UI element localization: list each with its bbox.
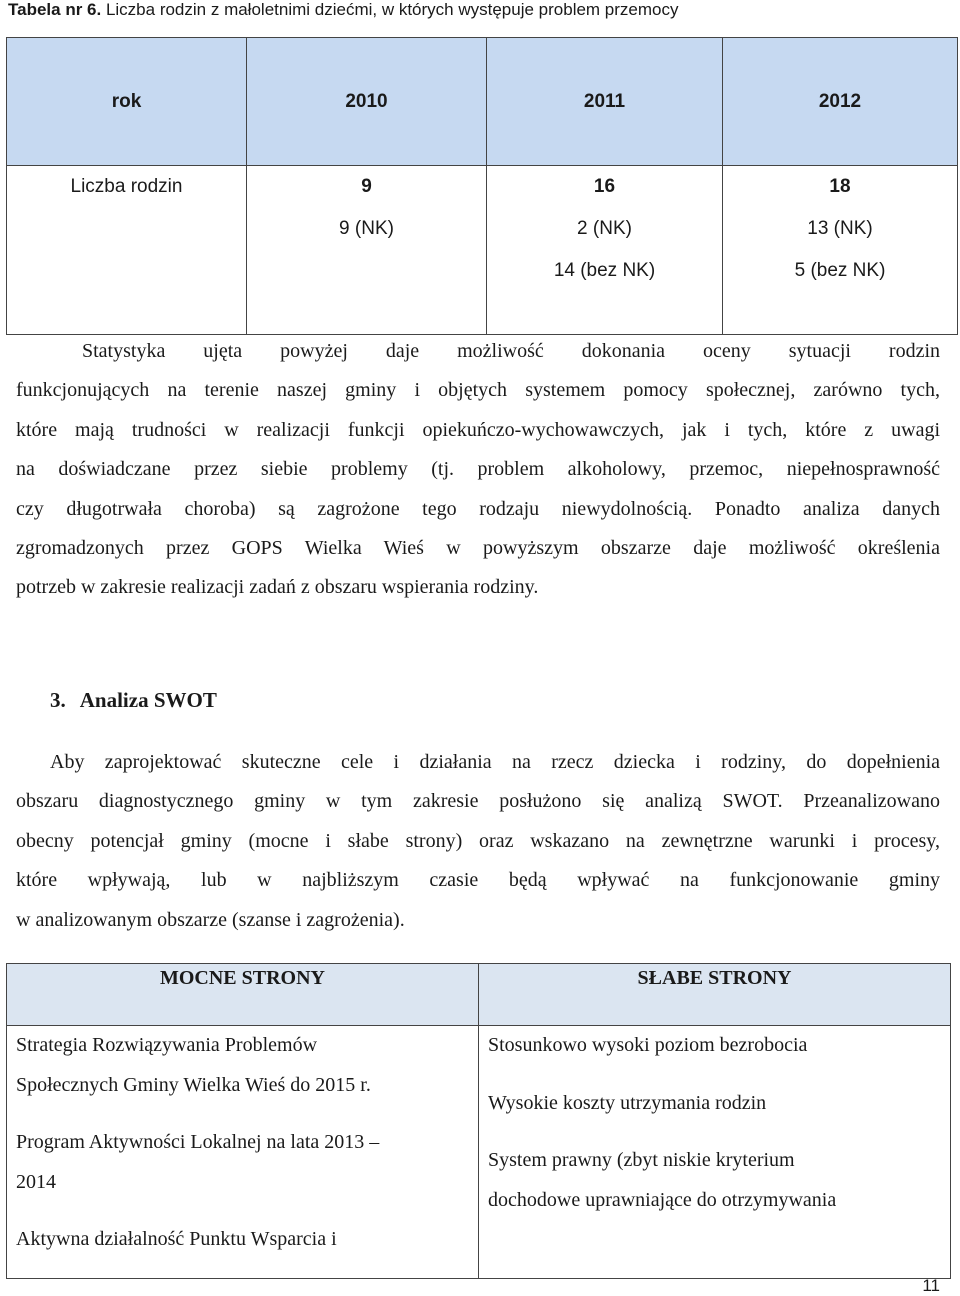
page-number: 11 bbox=[922, 1276, 940, 1295]
swot-table bbox=[6, 963, 951, 1279]
nk-2011: 2 (NK) bbox=[577, 218, 632, 239]
table-row bbox=[7, 166, 958, 335]
strengths-cell bbox=[7, 1026, 479, 1279]
nk-2012: 13 (NK) bbox=[807, 218, 873, 239]
paragraph-line: Statystyka ujęta powyżej daje możliwość dokonania oceny sytuacji rodzin bbox=[82, 340, 940, 362]
paragraph-line: obszaru diagnostycznego gminy w tym zakresie posłużono się analizą SWOT. Przeanalizowano bbox=[16, 790, 940, 813]
list-item bbox=[16, 1026, 478, 1105]
list-item-line: Aktywna działalność Punktu Wsparcia i bbox=[16, 1228, 337, 1250]
list-item-line: dochodowe uprawniające do otrzymywania bbox=[488, 1188, 837, 1211]
section-heading bbox=[50, 688, 217, 713]
paragraph-line: zgromadzonych przez GOPS Wielka Wieś w powyższym obszarze daje możliwość określenia bbox=[16, 536, 940, 559]
list-item-line: Strategia Rozwiązywania Problemów bbox=[16, 1034, 318, 1056]
header-2011: 2011 bbox=[487, 38, 723, 166]
list-item-line: Program Aktywności Lokalnej na lata 2013 – bbox=[16, 1131, 380, 1153]
paragraph-line: funkcjonujących na terenie naszej gminy i objętych systemem pomocy społecznej, zarówno tych, bbox=[16, 379, 940, 402]
weaknesses-header: SŁABE STRONY bbox=[479, 964, 951, 1026]
cell-2012 bbox=[723, 166, 958, 335]
paragraph-line: potrzeb w zakresie realizacji zadań z obszaru wspierania rodziny. bbox=[16, 576, 539, 599]
paragraph-line: które mają trudności w realizacji funkcji opiekuńczo-wychowawczych, jak i tych, które z uwagi bbox=[16, 418, 940, 441]
paragraph-line: na doświadczane przez siebie problemy (tj. problem alkoholowy, przemoc, niepełnosprawność bbox=[16, 458, 940, 481]
section-title: Analiza SWOT bbox=[79, 688, 217, 712]
list-item-line: Wysokie koszty utrzymania rodzin bbox=[488, 1091, 767, 1114]
bez-nk-2012: 5 (bez NK) bbox=[794, 260, 886, 281]
caption-text: Liczba rodzin z małoletnimi dziećmi, w których występuje problem przemocy bbox=[105, 0, 679, 19]
nk-2010: 9 (NK) bbox=[339, 218, 394, 239]
swot-content-row bbox=[7, 1026, 951, 1279]
list-item-line: Społecznych Gminy Wielka Wieś do 2015 r. bbox=[16, 1073, 371, 1096]
paragraph-line: obecny potencjał gminy (mocne i słabe strony) oraz wskazano na zewnętrzne warunki i procesy, bbox=[16, 829, 940, 852]
list-item-line: System prawny (zbyt niskie kryterium bbox=[488, 1149, 795, 1171]
total-2010: 9 bbox=[361, 176, 372, 197]
row-label-cell bbox=[7, 166, 247, 335]
list-item bbox=[488, 1084, 950, 1124]
header-2010: 2010 bbox=[247, 38, 487, 166]
caption-label: Tabela nr 6. bbox=[8, 0, 102, 19]
list-item bbox=[488, 1026, 950, 1066]
table-header-row bbox=[7, 38, 958, 166]
bez-nk-2011: 14 (bez NK) bbox=[553, 260, 656, 281]
paragraph-statistics bbox=[16, 332, 940, 608]
table-caption bbox=[8, 0, 679, 20]
families-table bbox=[6, 37, 958, 335]
list-item bbox=[488, 1141, 950, 1220]
list-item-line: Stosunkowo wysoki poziom bezrobocia bbox=[488, 1034, 808, 1056]
weaknesses-cell bbox=[479, 1026, 951, 1279]
paragraph-line: Aby zaprojektować skuteczne cele i działania na rzecz dziecka i rodziny, do dopełnienia bbox=[50, 751, 940, 773]
list-item bbox=[16, 1220, 478, 1260]
strengths-header: MOCNE STRONY bbox=[7, 964, 479, 1026]
header-2012: 2012 bbox=[723, 38, 958, 166]
list-item-line: 2014 bbox=[16, 1170, 56, 1193]
total-2011: 16 bbox=[593, 176, 616, 197]
paragraph-line: czy długotrwała choroba) są zagrożone tego rodzaju niewydolnością. Ponadto analiza danych bbox=[16, 497, 940, 520]
paragraph-swot-intro bbox=[16, 743, 940, 940]
paragraph-line: które wpływają, lub w najbliższym czasie będą wpływać na funkcjonowanie gminy bbox=[16, 869, 940, 892]
cell-2011 bbox=[487, 166, 723, 335]
swot-header-row bbox=[7, 964, 951, 1026]
list-item bbox=[16, 1123, 478, 1202]
total-2012: 18 bbox=[829, 176, 851, 197]
cell-2010 bbox=[247, 166, 487, 335]
row-label: Liczba rodzin bbox=[70, 176, 183, 197]
paragraph-line: w analizowanym obszarze (szanse i zagrożenia). bbox=[16, 908, 405, 931]
header-rok: rok bbox=[7, 38, 247, 166]
section-number: 3. bbox=[50, 688, 66, 712]
